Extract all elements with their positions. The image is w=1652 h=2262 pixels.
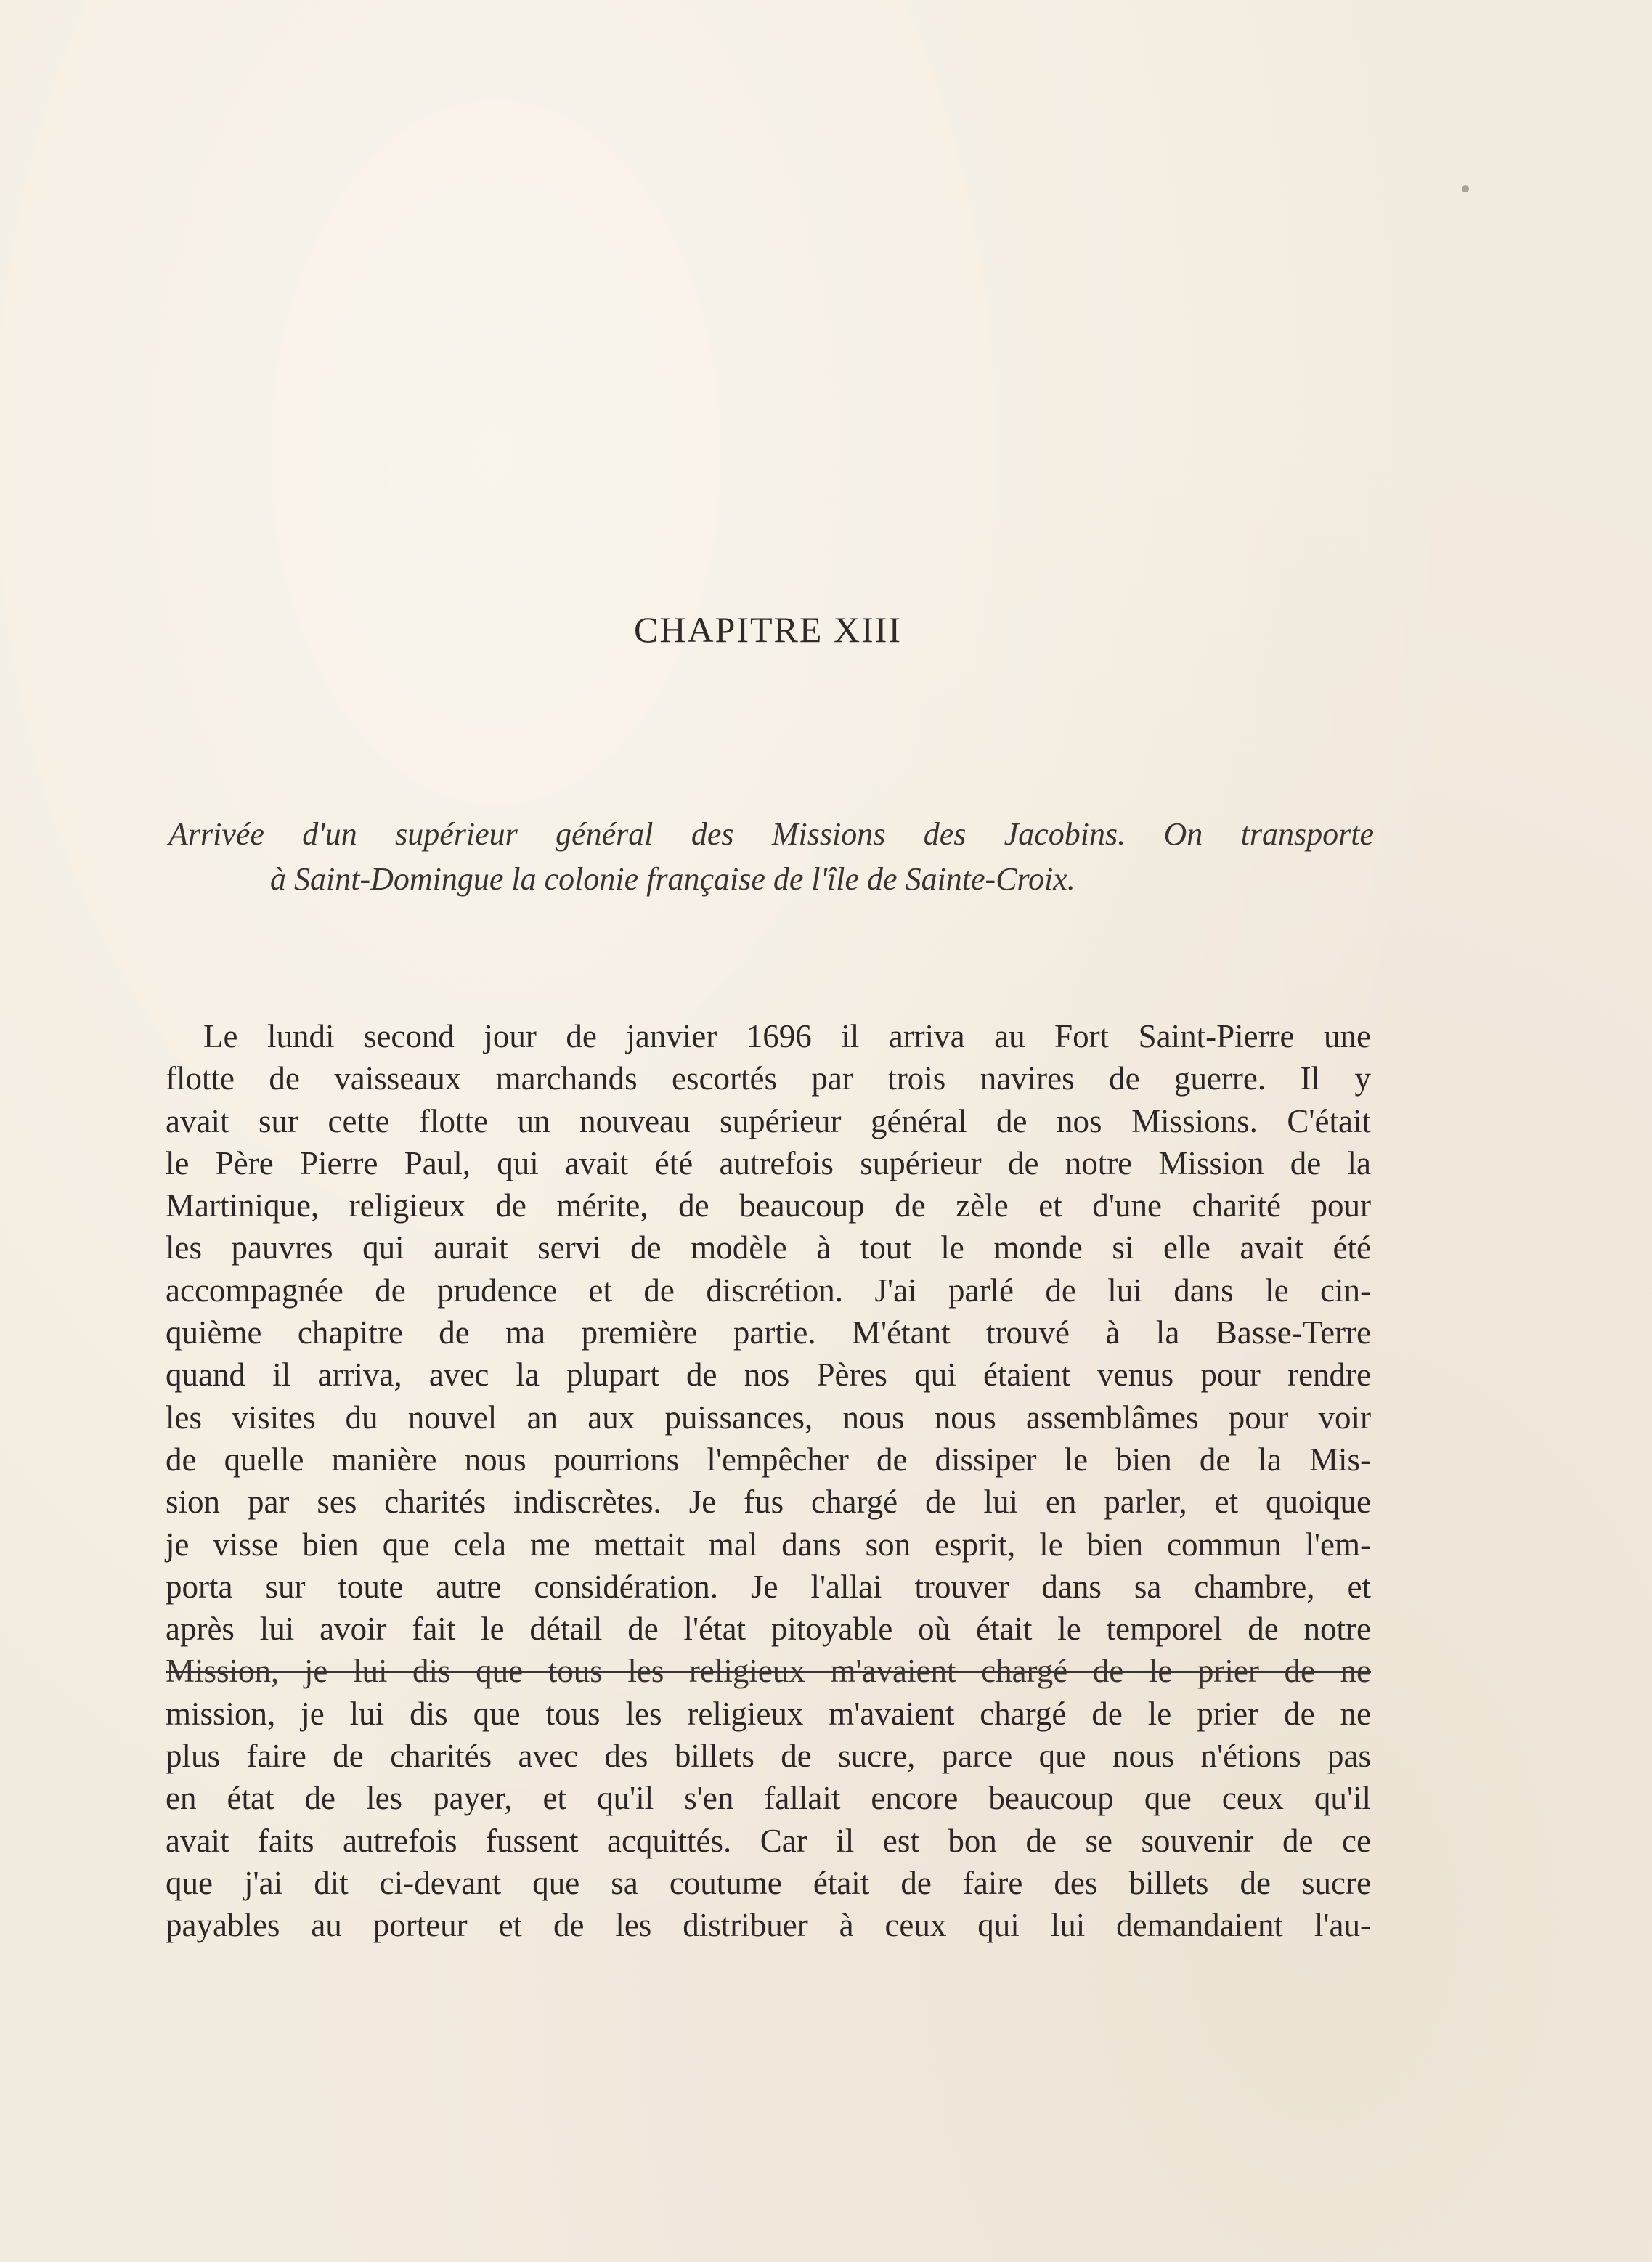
text-line: avait faits autrefois fussent acquittés. Car il est bon de se souvenir de ce [166, 1822, 1371, 1859]
text-line: que j'ai dit ci-devant que sa coutume était de faire des billets de sucre [166, 1864, 1371, 1901]
text-line: en état de les payer, et qu'il s'en fallait encore beaucoup que ceux qu'il [166, 1780, 1371, 1817]
text-line: accompagnée de prudence et de discrétion. J'ai parlé de lui dans le cin- [166, 1272, 1371, 1309]
summary-line: à Saint-Domingue la colonie française de l'île de Sainte-Croix. [270, 861, 1075, 897]
text-line: quand il arriva, avec la plupart de nos Pères qui étaient venus pour rendre [166, 1356, 1371, 1394]
chapter-summary [168, 812, 1374, 902]
text-line: payables au porteur et de les distribuer à ceux qui lui demandaient l'au- [166, 1907, 1371, 1944]
text-line: le Père Pierre Paul, qui avait été autrefois supérieur de notre Mission de la [166, 1144, 1371, 1181]
text-line: de quelle manière nous pourrions l'empêcher de dissiper le bien de la Mis- [166, 1441, 1371, 1478]
text-line: les pauvres qui aurait servi de modèle à tout le monde si elle avait été [166, 1229, 1371, 1266]
struck-through-line: Mission, je lui dis que tous les religieux m'avaient chargé de le prier de ne [166, 1653, 1371, 1690]
text-line: les visites du nouvel an aux puissances, nous nous assemblâmes pour voir [166, 1399, 1371, 1436]
text-line: après lui avoir fait le détail de l'état pitoyable où était le temporel de notre [166, 1611, 1371, 1648]
text-line: Martinique, religieux de mérite, de beaucoup de zèle et d'une charité pour [166, 1187, 1371, 1224]
text-line: je visse bien que cela me mettait mal dans son esprit, le bien commun l'em- [166, 1526, 1371, 1563]
body-paragraph [166, 1015, 1371, 1947]
text-line: porta sur toute autre considération. Je l'allai trouver dans sa chambre, et [166, 1568, 1371, 1605]
chapter-title: CHAPITRE XIII [633, 609, 903, 650]
text-line: plus faire de charités avec des billets de sucre, parce que nous n'étions pas [166, 1738, 1371, 1775]
text-line: avait sur cette flotte un nouveau supérieur général de nos Missions. C'était [166, 1102, 1371, 1139]
text-line: Le lundi second jour de janvier 1696 il arriva au Fort Saint-Pierre une [203, 1018, 1371, 1054]
summary-line: Arrivée d'un supérieur général des Missions des Jacobins. On transporte [168, 816, 1374, 852]
ink-speck [1462, 185, 1469, 192]
text-line: sion par ses charités indiscrètes. Je fus chargé de lui en parler, et quoique [166, 1484, 1371, 1521]
text-line: flotte de vaisseaux marchands escortés par trois navires de guerre. Il y [166, 1060, 1371, 1097]
text-line: mission, je lui dis que tous les religieux m'avaient chargé de le prier de ne [166, 1695, 1371, 1732]
text-line: quième chapitre de ma première partie. M'étant trouvé à la Basse-Terre [166, 1314, 1371, 1351]
